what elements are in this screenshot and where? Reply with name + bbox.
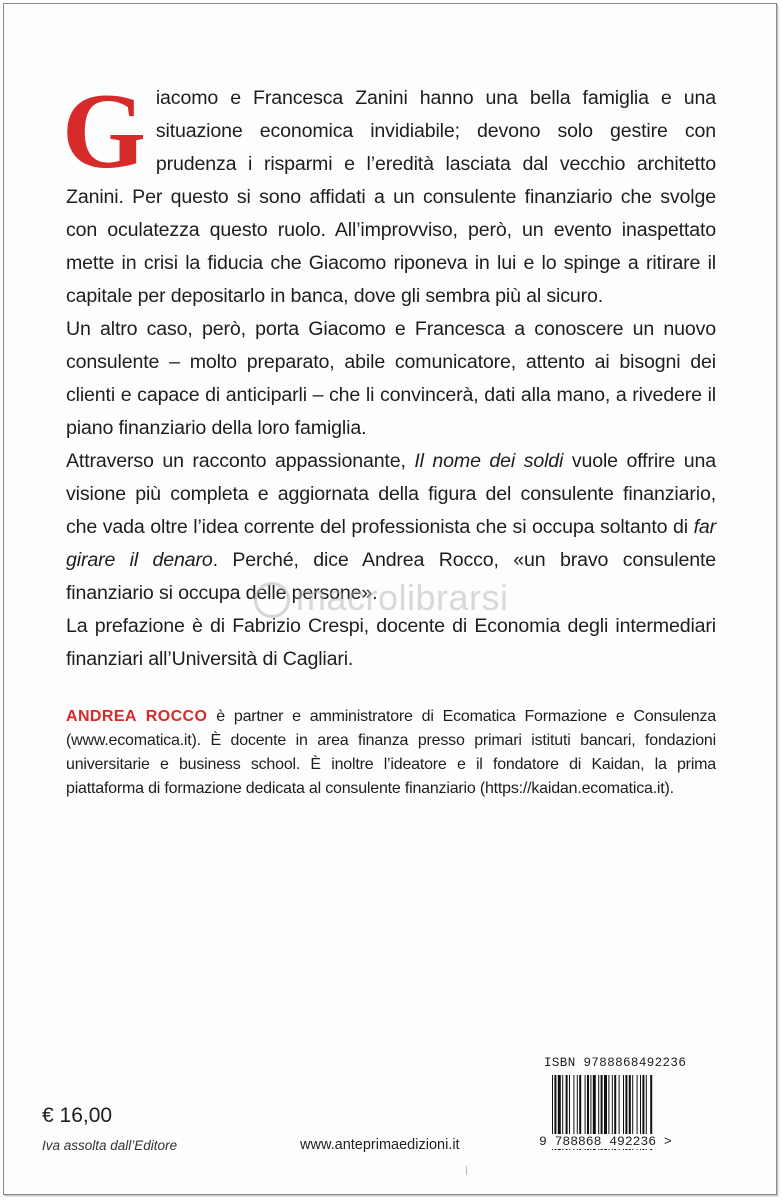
paragraph-1 xyxy=(62,72,716,313)
paragraph-4: La prefazione è di Fabrizio Crespi, docente di Economia degli intermediari finanziari all’Università di Cagliari. xyxy=(66,615,716,670)
blurb xyxy=(62,72,716,676)
paragraph-3-part-b: vuole offrire una visione più completa e aggiornata della figura del consulente finanziario, che vada oltre l’idea corrente del professionista che si occupa soltanto di xyxy=(66,450,716,538)
barcode-digits: 9 788868 492236 > xyxy=(539,1134,672,1149)
paragraph-3-part-c: . Perché, dice Andrea Rocco, «un bravo consulente finanziario si occupa delle persone». xyxy=(66,549,716,604)
paragraph-1-text: iacomo e Francesca Zanini hanno una bella famiglia e una situazione economica invidiabile; devono solo gestire con prudenza i risparmi e l’eredità lasciata dal vecchio architetto Zanini. Per questo si sono affidati a un consulente finanziario che svolge con oculatezza questo ruolo. All’improvviso, però, un evento inaspettato mette in crisi la fiducia che Giacomo riponeva in lui e lo spinge a ritirare il capitale per depositarlo in banca, dove gli sembra più al sicuro. xyxy=(66,87,716,307)
emphasis-phrase: far girare il denaro xyxy=(66,516,716,571)
vat-note: Iva assolta dall’Editore xyxy=(42,1138,178,1153)
watermark-text: macrolibrarsi xyxy=(296,577,509,618)
author-bio xyxy=(66,705,716,801)
book-back-cover xyxy=(3,3,777,1195)
paragraph-2: Un altro caso, però, porta Giacomo e Francesca a conoscere un nuovo consulente – molto preparato, abile comunicatore, attento ai bisogni dei clienti e capace di anticiparli – che li convincerà, dati alla mano, a rivedere il piano finanziario della loro famiglia. xyxy=(66,318,716,439)
drop-cap: G xyxy=(62,72,146,191)
price: € 16,00 xyxy=(42,1104,113,1127)
isbn-label: ISBN 9788868492236 xyxy=(544,1056,687,1070)
author-name: ANDREA ROCCO xyxy=(66,708,208,725)
paragraph-3 xyxy=(66,445,716,610)
book-title: Il nome dei soldi xyxy=(414,450,564,472)
paragraph-3-part-a: Attraverso un racconto appassionante, xyxy=(66,450,415,472)
publisher-website: www.anteprimaedizioni.it xyxy=(300,1137,460,1153)
trim-mark xyxy=(466,1166,467,1175)
author-bio-text: è partner e amministratore di Ecomatica Formazione e Consulenza (www.ecomatica.it). È docente in area finanza presso primari istituti bancari, fondazioni universitarie e business school. È inoltre l’ideatore e il fondatore di Kaidan, la prima piattaforma di formazione dedicata al consulente finanziario (https://kaidan.ecomatica.it). xyxy=(66,708,717,797)
